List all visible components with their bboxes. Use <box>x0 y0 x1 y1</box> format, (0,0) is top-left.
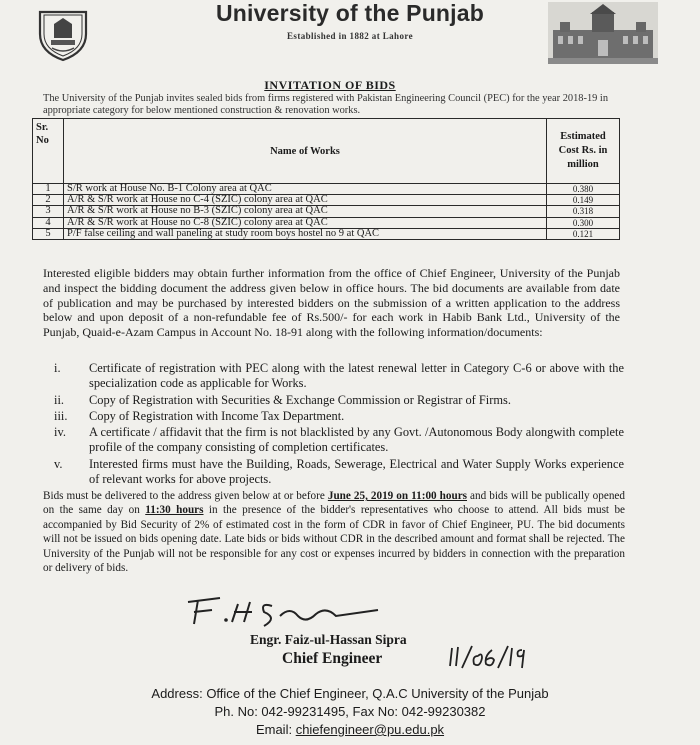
information-paragraph: Interested eligible bidders may obtain further information from the office of Chief Engineer, University of the Punjab and inspect the bidding document the address given below in office hours. The bid documents are available from date of publication and may be purchased by interested bidders on the submission of a written application to the address below and upon deposit of a non-refundable fee of Rs.500/- for each work in Habib Bank Ltd., University of the Punjab, Quaid-e-Azam Campus in Account No. 18-91 along with the following information/documents: <box>43 266 620 340</box>
works-table <box>32 118 620 240</box>
row-sr: 1 <box>33 184 64 195</box>
email-address[interactable]: chiefengineer@pu.edu.pk <box>295 722 445 737</box>
list-text: Copy of Registration with Income Tax Department. <box>89 409 345 423</box>
list-marker: iv. <box>54 425 66 439</box>
submission-deadline: June 25, 2019 on 11:00 hours <box>327 490 468 502</box>
row-sr: 2 <box>33 195 64 206</box>
row-sr: 4 <box>33 217 64 228</box>
list-marker: iii. <box>54 409 68 423</box>
submission-text-3: in the presence of the bidder's representatives who choose to attend. All bids must be accompanied by Bid Security of 2% of estimated cost in the form of CDR in favor of Chief Engineer, PU. The bid documents will not be issued on bids opening date. Late bids or bids without CDR in the described amount and format shall be rejected. The University of the Punjab will not be responsible for any cost or expenses incurred by bidders in connection with the preparation or delivery of bids. <box>43 504 626 575</box>
list-marker: v. <box>54 457 63 471</box>
row-sr: 3 <box>33 206 64 217</box>
row-work: A/R & S/R work at House no B-3 (SZIC) colony area at QAC <box>64 206 547 217</box>
handwritten-signature <box>180 592 380 632</box>
list-marker: i. <box>54 361 61 375</box>
row-cost: 0.149 <box>547 195 620 206</box>
list-text: A certificate / affidavit that the firm is not blacklisted by any Govt. /Autonomous Body alongwith complete profile of the company consisting of completion certificates. <box>89 425 624 454</box>
row-work: P/F false ceiling and wall paneling at study room boys hostel no 9 at QAC <box>64 228 547 239</box>
row-work: S/R work at House No. B-1 Colony area at QAC <box>64 184 547 195</box>
submission-text-1: Bids must be delivered to the address given below at or before <box>43 490 328 502</box>
column-header-cost: Estimated Cost Rs. in million <box>547 119 620 184</box>
university-name: University of the Punjab <box>215 0 485 26</box>
list-marker: ii. <box>54 393 64 407</box>
table-row <box>33 206 620 217</box>
row-sr: 5 <box>33 228 64 239</box>
row-work: A/R & S/R work at House no C-8 (SZIC) colony area at QAC <box>64 217 547 228</box>
list-text: Copy of Registration with Securities & Exchange Commission or Registrar of Firms. <box>89 393 511 407</box>
notice-heading: INVITATION OF BIDS <box>264 78 396 92</box>
established-line: Established in 1882 at Lahore <box>287 31 413 41</box>
table-row <box>33 195 620 206</box>
signer-title: Chief Engineer <box>282 650 383 667</box>
list-text: Interested firms must have the Building, Roads, Sewerage, Electrical and Water Supply Works experience of relevant works for above projects. <box>89 457 624 486</box>
table-row <box>33 184 620 195</box>
row-cost: 0.380 <box>547 184 620 195</box>
table-row <box>33 228 620 239</box>
column-header-sr: Sr. No <box>33 119 64 184</box>
signer-name: Engr. Faiz-ul-Hassan Sipra <box>250 632 407 647</box>
table-row <box>33 217 620 228</box>
handwritten-date <box>448 642 538 672</box>
intro-paragraph: The University of the Punjab invites sealed bids from firms registered with Pakistan Engineering Council (PEC) for the year 2018-19 in appropriate category for below mentioned construction & renovation works. <box>43 93 609 116</box>
submission-paragraph <box>43 489 625 575</box>
email-label: Email: <box>255 722 296 737</box>
opening-time: 11:30 hours <box>145 504 204 517</box>
submission-text-2: and bids will be publically opened on the same day on <box>43 490 625 517</box>
row-cost: 0.121 <box>547 228 620 239</box>
column-header-name: Name of Works <box>64 119 547 184</box>
email-line <box>0 722 700 737</box>
row-cost: 0.318 <box>547 206 620 217</box>
row-cost: 0.300 <box>547 217 620 228</box>
table-header-row <box>33 119 620 184</box>
row-work: A/R & S/R work at House no C-4 (SZIC) colony area at QAC <box>64 195 547 206</box>
phone-fax: Ph. No: 042-99231495, Fax No: 042-99230382 <box>214 704 486 719</box>
list-text: Certificate of registration with PEC along with the latest renewal letter in Category C-6 or above with the specialization code as applicable for Works. <box>89 361 624 390</box>
office-address: Address: Office of the Chief Engineer, Q.A.C University of the Punjab <box>151 686 549 701</box>
